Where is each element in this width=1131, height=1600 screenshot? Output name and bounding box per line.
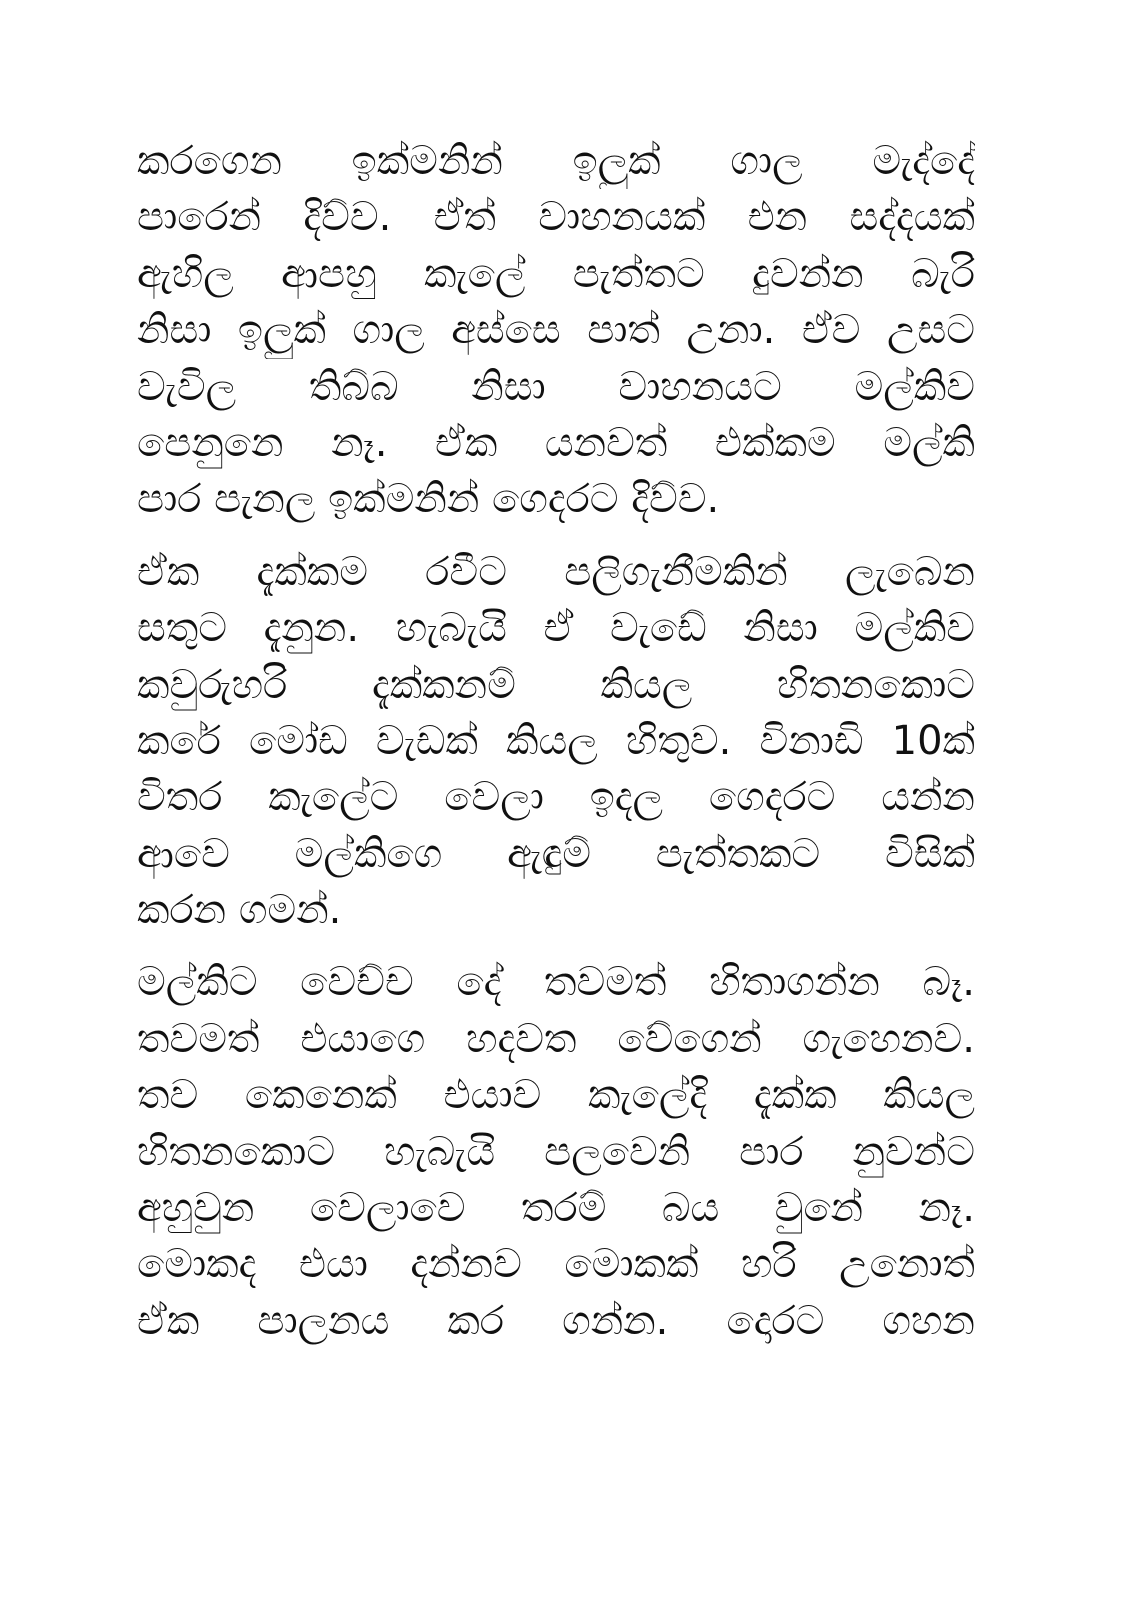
text-line: කරේ මෝඩ වැඩක් කියල හිතුව. විනාඩි 10ක් [137, 717, 975, 764]
text-line: ආවෙ මල්කිගෙ ඇඳුම් පැත්තකට විසික් [137, 830, 975, 877]
paragraph-1 [137, 133, 975, 528]
text-line: හිතනකොට හැබැයි පලවෙනි පාර නුවන්ට [137, 1128, 975, 1175]
text-line: කරගෙන ඉක්මනින් ඉලුක් ගාල මැද්දේ [137, 138, 975, 184]
text-line: කවුරුහරි දැක්කනම් කියල හිතනකොට [137, 661, 975, 708]
text-line: පෙනුනෙ නෑ. ඒක යනවත් එක්කම මල්කි [137, 419, 975, 466]
text-line: මොකද එයා දන්නව මොකක් හරි උනොත් [137, 1241, 975, 1288]
text-line: ඒක පාලනය කර ගන්න. දොරට ගහන [137, 1297, 975, 1344]
text-line: පාරෙන් දිව්ව. ඒත් වාහනයක් එන සද්දයක් [137, 194, 975, 241]
body-text [137, 133, 975, 1365]
text-line: වැවිල තිබ්බ නිසා වාහනයට මල්කිව [137, 363, 975, 410]
text-line: මල්කිට වෙච්ච දේ තවමත් හිතාගන්න බෑ. [137, 959, 975, 1006]
text-line: තවමත් එයාගෙ හදවත වේගෙන් ගැහෙනව. [137, 1015, 975, 1062]
text-line: පාර පැනල ඉක්මනින් ගෙදරට දිව්ව. [137, 476, 720, 523]
paragraph-3 [137, 954, 975, 1349]
text-line: ඇහිල ආපහු කැලේ පැත්තට දුවන්න බැරි [137, 250, 975, 297]
text-line: අහුවුන වෙලාවෙ තරම් බය වුනේ නෑ. [137, 1185, 975, 1232]
text-line: නිසා ඉලුක් ගාල අස්සෙ පාත් උනා. ඒව උසට [137, 307, 975, 354]
text-line: ඒක දැක්කම රවීට පලිගැනීමකින් ලැබෙන [137, 548, 975, 595]
text-line: විතර කැලේට වෙලා ඉදල ගෙදරට යන්න [137, 774, 975, 821]
text-line: සතුට දැනුන. හැබැයි ඒ වැඩේ නිසා මල්කිව [137, 605, 975, 652]
text-line: කරන ගමන්. [137, 887, 342, 934]
text-line: තව කෙනෙක් එයාව කැලේදි දැක්ක කියල [137, 1072, 975, 1119]
paragraph-2 [137, 544, 975, 939]
